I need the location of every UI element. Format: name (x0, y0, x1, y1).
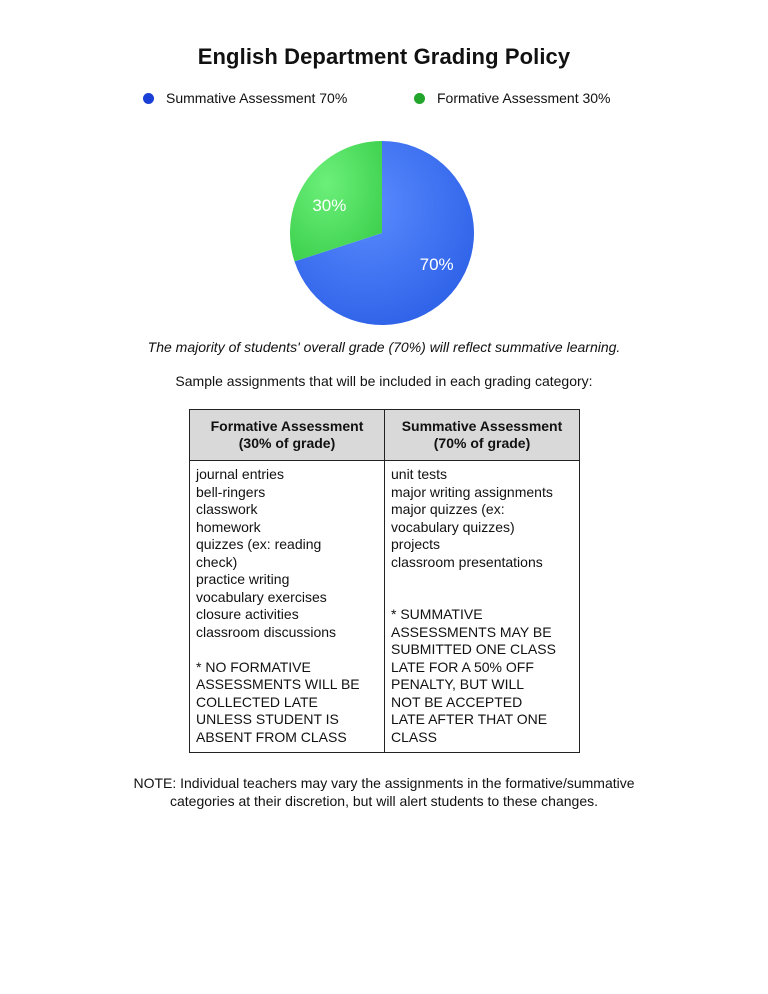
footer-note-line-1: NOTE: Individual teachers may vary the assignments in the formative/summative (133, 775, 635, 791)
list-item: homework (196, 518, 261, 535)
summative-note-line: SUBMITTED ONE CLASS (391, 641, 556, 657)
spacer (391, 589, 573, 607)
list-item: classroom presentations (391, 553, 543, 570)
list-item: closure activities (196, 606, 299, 622)
footer-note-line-2: categories at their discretion, but will alert students to these changes. (169, 793, 598, 809)
list-item: classwork (196, 501, 258, 517)
footer-note (100, 774, 668, 810)
list-item: projects (391, 536, 441, 552)
list-item: unit tests (391, 466, 448, 482)
legend-label-formative: Formative Assessment 30% (437, 90, 611, 106)
summative-note-line: CLASS (391, 728, 437, 745)
header-formative (190, 410, 385, 461)
formative-note-line: * NO FORMATIVE (196, 658, 311, 675)
legend-item-formative (414, 90, 611, 106)
list-item: major writing assignments (391, 483, 553, 500)
summative-note-line: PENALTY, BUT WILL (391, 676, 525, 692)
header-summative-weight: (70% of grade) (433, 435, 531, 451)
page-title: English Department Grading Policy (197, 44, 571, 69)
header-summative-title: Summative Assessment (401, 418, 563, 434)
header-formative-weight: (30% of grade) (238, 435, 336, 451)
formative-cell (190, 461, 385, 753)
legend-dot-formative (414, 93, 425, 104)
list-item: quizzes (ex: reading (196, 536, 322, 552)
list-item: journal entries (196, 466, 284, 482)
summative-cell (385, 461, 580, 753)
legend-label-summative: Summative Assessment 70% (166, 90, 348, 106)
summative-note-line: ASSESSMENTS MAY BE (391, 623, 552, 640)
legend-dot-summative (143, 93, 154, 104)
list-item: practice writing (196, 571, 290, 587)
list-item: check) (196, 553, 238, 570)
header-summative (385, 410, 580, 461)
grading-table (189, 409, 580, 753)
formative-note-line: UNLESS STUDENT IS (196, 711, 339, 727)
summative-note-line: LATE AFTER THAT ONE (391, 711, 548, 727)
list-item: classroom discussions (196, 623, 337, 640)
formative-note-line: ASSESSMENTS WILL BE (196, 676, 360, 692)
spacer (391, 571, 573, 589)
list-item: bell-ringers (196, 483, 266, 500)
header-formative-title: Formative Assessment (210, 418, 364, 434)
legend-item-summative (143, 90, 347, 106)
summative-note-line: * SUMMATIVE (391, 606, 483, 622)
table-intro: Sample assignments that will be included in each grading category: (175, 373, 593, 389)
summative-note-line: NOT BE ACCEPTED (391, 693, 523, 710)
spacer (196, 641, 378, 659)
list-item: major quizzes (ex: (391, 501, 505, 517)
pie-label-summative-assessment: 70% (419, 254, 454, 274)
formative-note-line: ABSENT FROM CLASS (196, 728, 347, 745)
summative-note-line: LATE FOR A 50% OFF (391, 658, 534, 675)
list-item: vocabulary exercises (196, 588, 327, 605)
formative-note-line: COLLECTED LATE (196, 693, 318, 710)
list-item: vocabulary quizzes) (391, 518, 515, 535)
pie-label-formative-assessment: 30% (312, 196, 347, 216)
chart-caption: The majority of students' overall grade (70%) will reflect summative learning. (147, 339, 621, 355)
pie-chart (289, 140, 475, 326)
